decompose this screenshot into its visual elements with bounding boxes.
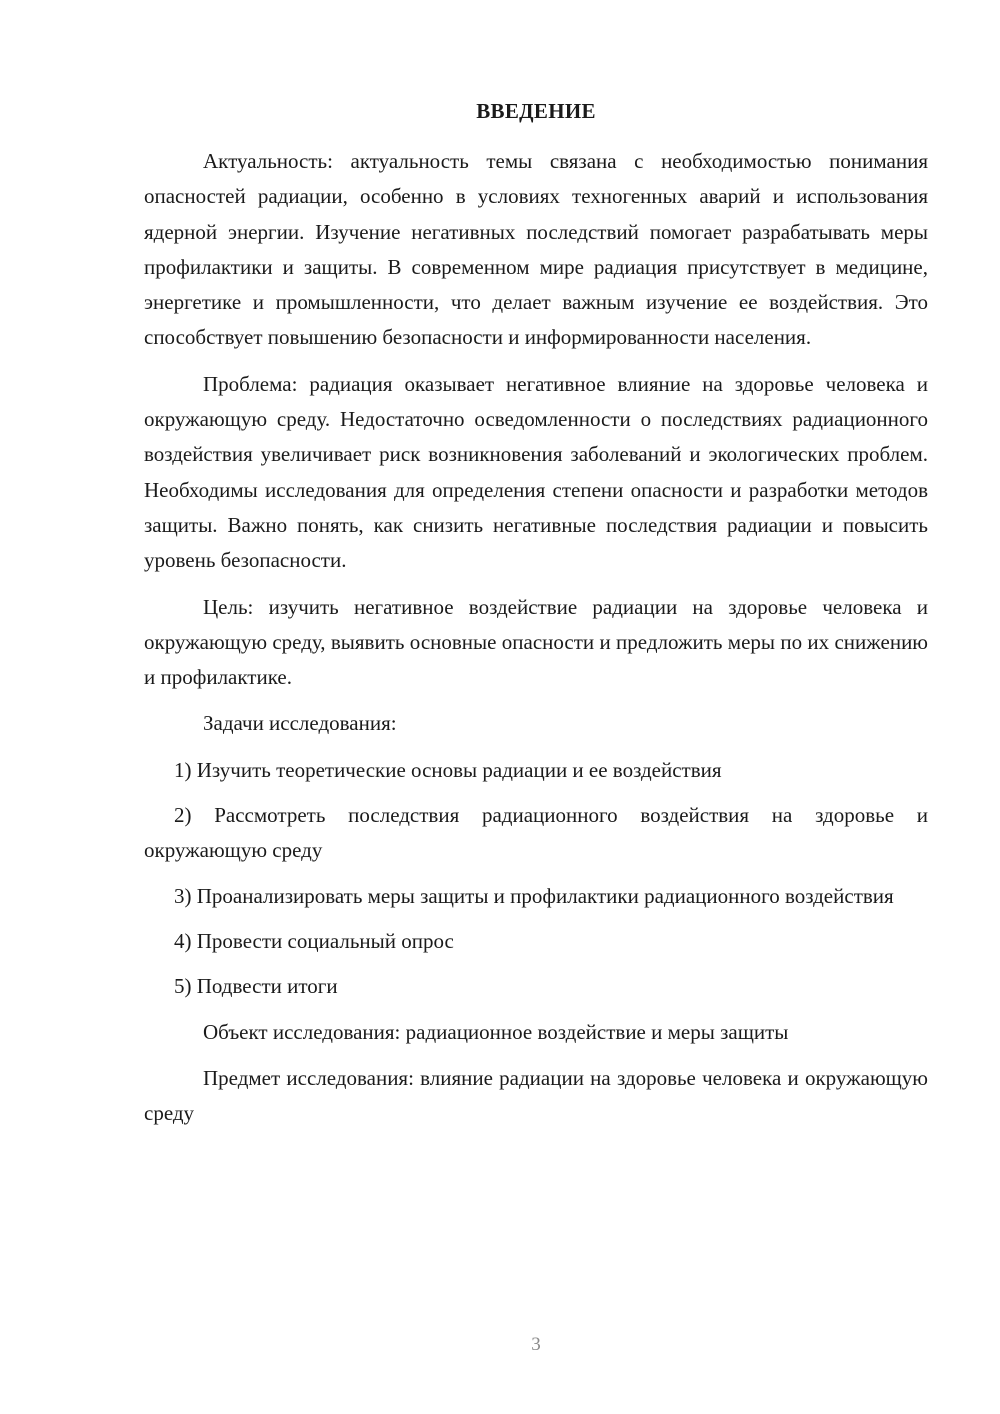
page-number: 3 <box>531 1334 541 1355</box>
task-item-1: 1) Изучить теоретические основы радиации и ее воздействия <box>174 757 722 782</box>
document-page <box>144 94 928 1142</box>
paragraph-goal: Цель: изучить негативное воздействие радиации на здоровье человека и окружающую среду, выявить основные опасности и предложить меры по их снижению и профилактике. <box>144 594 928 690</box>
task-item-3: 3) Проанализировать меры защиты и профилактики радиационного воздействия <box>174 883 894 908</box>
task-item-4: 4) Провести социальный опрос <box>174 928 454 953</box>
paragraph-relevance: Актуальность: актуальность темы связана с необходимостью понимания опасностей радиации, особенно в условиях техногенных аварий и использования ядерной энергии. Изучение негативных последствий помогает разрабатывать меры профилактики и защиты. В современном мире радиация присутствует в медицине, энергетике и промышленности, что делает важным изучение ее воздействия. Это способствует повышению безопасности и информированности населения. <box>144 149 928 350</box>
task-item-5: 5) Подвести итоги <box>174 974 338 999</box>
paragraph-problem: Проблема: радиация оказывает негативное влияние на здоровье человека и окружающую среду. Недостаточно осведомленности о последствиях радиационного воздействия увеличивает риск возникновения заболеваний и экологических проблем. Необходимы исследования для определения степени опасности и разработки методов защиты. Важно понять, как снизить негативные последствия радиации и повысить уровень безопасности. <box>144 371 928 573</box>
research-object: Объект исследования: радиационное воздействие и меры защиты <box>203 1019 789 1044</box>
tasks-heading: Задачи исследования: <box>203 711 397 736</box>
section-title: ВВЕДЕНИЕ <box>476 99 596 123</box>
research-subject: Предмет исследования: влияние радиации на здоровье человека и окружающую среду <box>144 1065 928 1126</box>
task-item-2: 2) Рассмотреть последствия радиационного воздействия на здоровье и окружающую среду <box>144 803 928 863</box>
